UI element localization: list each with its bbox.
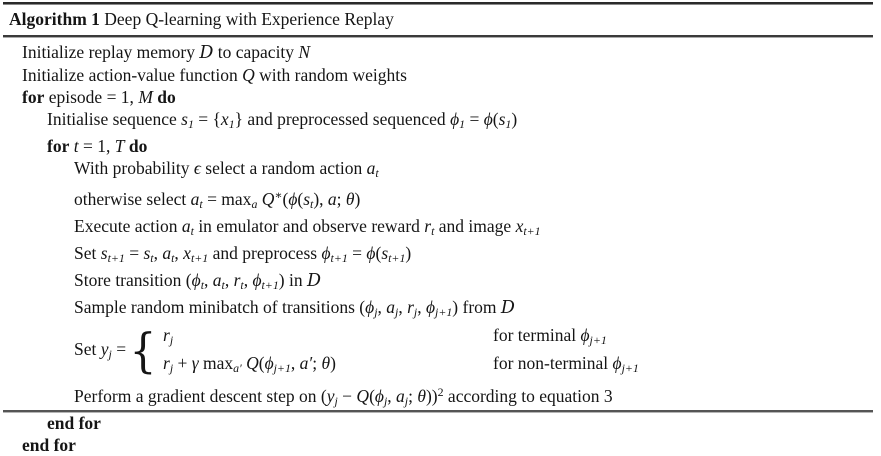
token: Set xyxy=(74,339,101,360)
token: t xyxy=(171,250,175,265)
token: j xyxy=(169,332,174,347)
token: ( xyxy=(369,385,375,406)
token: + xyxy=(173,352,192,373)
token: t+1 xyxy=(388,250,406,265)
token: r xyxy=(407,296,414,317)
token: and preprocess xyxy=(208,242,322,263)
algorithm-title-text: Deep Q-learning with Experience Replay xyxy=(99,9,394,29)
token: , xyxy=(377,296,387,317)
token: 1 xyxy=(459,116,466,131)
token: t xyxy=(221,277,225,292)
token: Sample random minibatch of transitions ( xyxy=(74,296,366,317)
line-gradient-step xyxy=(0,381,881,412)
token: a xyxy=(327,188,337,209)
token: j xyxy=(404,393,409,408)
token: ) xyxy=(354,188,361,209)
token: M xyxy=(138,87,153,107)
line-epsilon-random-action xyxy=(0,157,881,184)
case-row xyxy=(163,324,639,352)
token: ϕ xyxy=(580,324,590,345)
token: ( xyxy=(375,242,382,263)
token: t xyxy=(150,250,154,265)
token: Q xyxy=(261,188,275,209)
token: ) from xyxy=(452,296,501,317)
token: with random weights xyxy=(254,65,407,85)
line-end-for-inner xyxy=(0,412,881,434)
token: j xyxy=(334,393,338,408)
line-sample-minibatch xyxy=(0,296,881,323)
token: to capacity xyxy=(213,42,299,62)
token: s xyxy=(143,242,151,263)
token: r xyxy=(233,269,241,290)
token: Set xyxy=(74,242,101,263)
token: ∗ xyxy=(274,187,283,202)
case-expression xyxy=(163,324,493,352)
token: a xyxy=(386,296,396,317)
token: t+1 xyxy=(523,223,541,238)
token: D xyxy=(500,297,515,318)
token: With probability xyxy=(74,157,194,178)
token: t+1 xyxy=(107,250,125,265)
token: s xyxy=(181,109,188,129)
token: do xyxy=(128,135,148,156)
token: ϕ xyxy=(450,109,460,129)
token: ), xyxy=(313,188,328,209)
token: , xyxy=(243,269,253,290)
token: − xyxy=(337,385,357,406)
token: select a random action xyxy=(200,157,367,178)
token: ϕ xyxy=(374,385,384,406)
token: t+1 xyxy=(261,277,279,292)
token: s xyxy=(303,188,311,209)
token: ϕ xyxy=(425,296,436,317)
token: 1 xyxy=(228,116,235,131)
token: D xyxy=(306,270,322,291)
token: Q xyxy=(246,352,259,373)
token: j+1 xyxy=(621,360,639,375)
token: ; xyxy=(336,188,346,209)
token: for xyxy=(22,87,45,107)
token: a xyxy=(251,196,258,211)
token: ) in xyxy=(278,269,307,290)
token: for xyxy=(47,135,70,156)
token: , xyxy=(417,296,426,317)
token: a xyxy=(190,188,200,209)
token: do xyxy=(157,87,176,107)
token: D xyxy=(199,43,214,63)
token: )) xyxy=(425,385,438,406)
token: ϕ xyxy=(483,109,493,129)
token: 2 xyxy=(437,384,444,399)
token: 1 xyxy=(505,116,512,131)
token: Perform a gradient descent step on ( xyxy=(74,385,327,406)
line-init-replay-memory xyxy=(0,41,881,64)
token: t xyxy=(199,196,203,211)
token: ; xyxy=(312,352,322,373)
case-row xyxy=(163,352,639,380)
case-brace-glyph: { xyxy=(129,323,157,379)
case-rows xyxy=(163,324,639,380)
line-execute-action xyxy=(0,215,881,242)
token: , xyxy=(398,296,408,317)
token: a xyxy=(366,157,376,178)
token: t xyxy=(240,277,244,292)
case-condition xyxy=(493,324,607,352)
token: x xyxy=(183,242,191,263)
token: N xyxy=(298,42,311,62)
token: θ xyxy=(321,352,331,373)
line-set-target xyxy=(0,324,881,380)
token: y xyxy=(326,385,335,406)
token: ) xyxy=(511,109,518,129)
token: ϕ xyxy=(321,242,331,263)
token: ( xyxy=(492,109,499,129)
token: } and preprocessed sequenced xyxy=(234,109,451,129)
token: , xyxy=(387,385,397,406)
token: j xyxy=(383,393,388,408)
token: ( xyxy=(258,352,265,373)
token: θ xyxy=(345,188,355,209)
token: episode = 1, xyxy=(44,87,139,107)
line-greedy-action xyxy=(0,184,881,215)
token: = { xyxy=(193,109,221,129)
algorithm-body xyxy=(0,38,881,456)
token: r xyxy=(424,215,432,236)
token: max xyxy=(198,352,234,373)
token: Initialize action-value function xyxy=(22,65,243,85)
token: , xyxy=(153,242,163,263)
token: s xyxy=(381,242,389,263)
token: ( xyxy=(282,188,289,209)
token: a xyxy=(396,385,405,406)
token: = xyxy=(347,242,367,263)
token: = 1, xyxy=(78,135,115,156)
token: Initialize replay memory xyxy=(22,42,200,62)
token: for non-terminal xyxy=(493,352,613,373)
token: , xyxy=(204,269,213,290)
token: j xyxy=(169,360,174,375)
token: γ xyxy=(191,352,199,373)
token: end for xyxy=(22,434,76,455)
token: ϵ xyxy=(193,157,201,178)
line-set-state xyxy=(0,242,881,269)
token: ϕ xyxy=(191,269,201,290)
token: Q xyxy=(356,385,370,406)
token: a xyxy=(212,269,222,290)
token: , xyxy=(290,352,300,373)
token: t+1 xyxy=(330,250,348,265)
token: t xyxy=(431,223,435,238)
token: ϕ xyxy=(365,296,375,317)
token: t xyxy=(375,165,379,180)
case-expression xyxy=(163,352,493,380)
token: j+1 xyxy=(273,360,291,375)
token: ) xyxy=(405,242,412,263)
token: x xyxy=(220,109,229,129)
token: j xyxy=(395,304,399,319)
case-prefix xyxy=(74,338,126,365)
token: and image xyxy=(434,215,516,236)
token: = xyxy=(465,109,484,129)
token: ϕ xyxy=(612,352,622,373)
token: ) xyxy=(330,352,336,373)
token: r xyxy=(163,324,170,345)
token: t xyxy=(190,223,194,238)
token: j xyxy=(413,304,418,319)
token: y xyxy=(100,339,109,360)
token: = xyxy=(124,242,144,263)
token: s xyxy=(100,242,108,263)
top-rule xyxy=(3,2,873,5)
token: ϕ xyxy=(252,269,262,290)
token: t xyxy=(73,135,79,156)
token: in emulator and observe reward xyxy=(193,215,425,236)
token: t+1 xyxy=(190,250,209,265)
token: = max xyxy=(202,188,252,209)
token: ϕ xyxy=(264,352,274,373)
token: ϕ xyxy=(366,242,376,263)
token: j xyxy=(374,304,378,319)
token: according to equation 3 xyxy=(443,385,613,406)
token: t xyxy=(200,277,204,292)
token: s xyxy=(498,109,506,129)
case-condition xyxy=(493,352,639,380)
token: j+1 xyxy=(589,332,607,347)
token: j+1 xyxy=(435,304,453,319)
token: a′ xyxy=(299,352,313,373)
token: r xyxy=(163,352,170,373)
token: a′ xyxy=(233,360,242,375)
line-store-transition xyxy=(0,269,881,296)
token: x xyxy=(515,215,524,236)
line-init-action-value xyxy=(0,64,881,86)
bottom-rule xyxy=(3,410,873,413)
token: = xyxy=(111,339,127,360)
token: 1 xyxy=(187,116,194,131)
token: , xyxy=(174,242,184,263)
line-for-episode xyxy=(0,86,881,108)
token: ; xyxy=(408,385,418,406)
token: ( xyxy=(297,188,304,209)
token: Initialise sequence xyxy=(47,109,182,129)
token: a xyxy=(181,215,191,236)
token: ϕ xyxy=(288,188,298,209)
token: otherwise select xyxy=(74,188,191,209)
token: Q xyxy=(242,65,255,85)
token: t xyxy=(310,196,314,211)
token: for terminal xyxy=(493,324,581,345)
token: θ xyxy=(417,385,426,406)
token: end for xyxy=(47,412,101,433)
token: Execute action xyxy=(74,215,182,236)
line-end-for-outer xyxy=(0,434,881,456)
line-for-t xyxy=(0,135,881,157)
token: Store transition ( xyxy=(74,269,192,290)
token: , xyxy=(224,269,234,290)
token: T xyxy=(114,135,125,156)
algorithm-label: Algorithm 1 xyxy=(9,9,100,29)
line-init-sequence xyxy=(0,108,881,135)
token: j xyxy=(108,347,112,362)
token: a xyxy=(162,242,172,263)
